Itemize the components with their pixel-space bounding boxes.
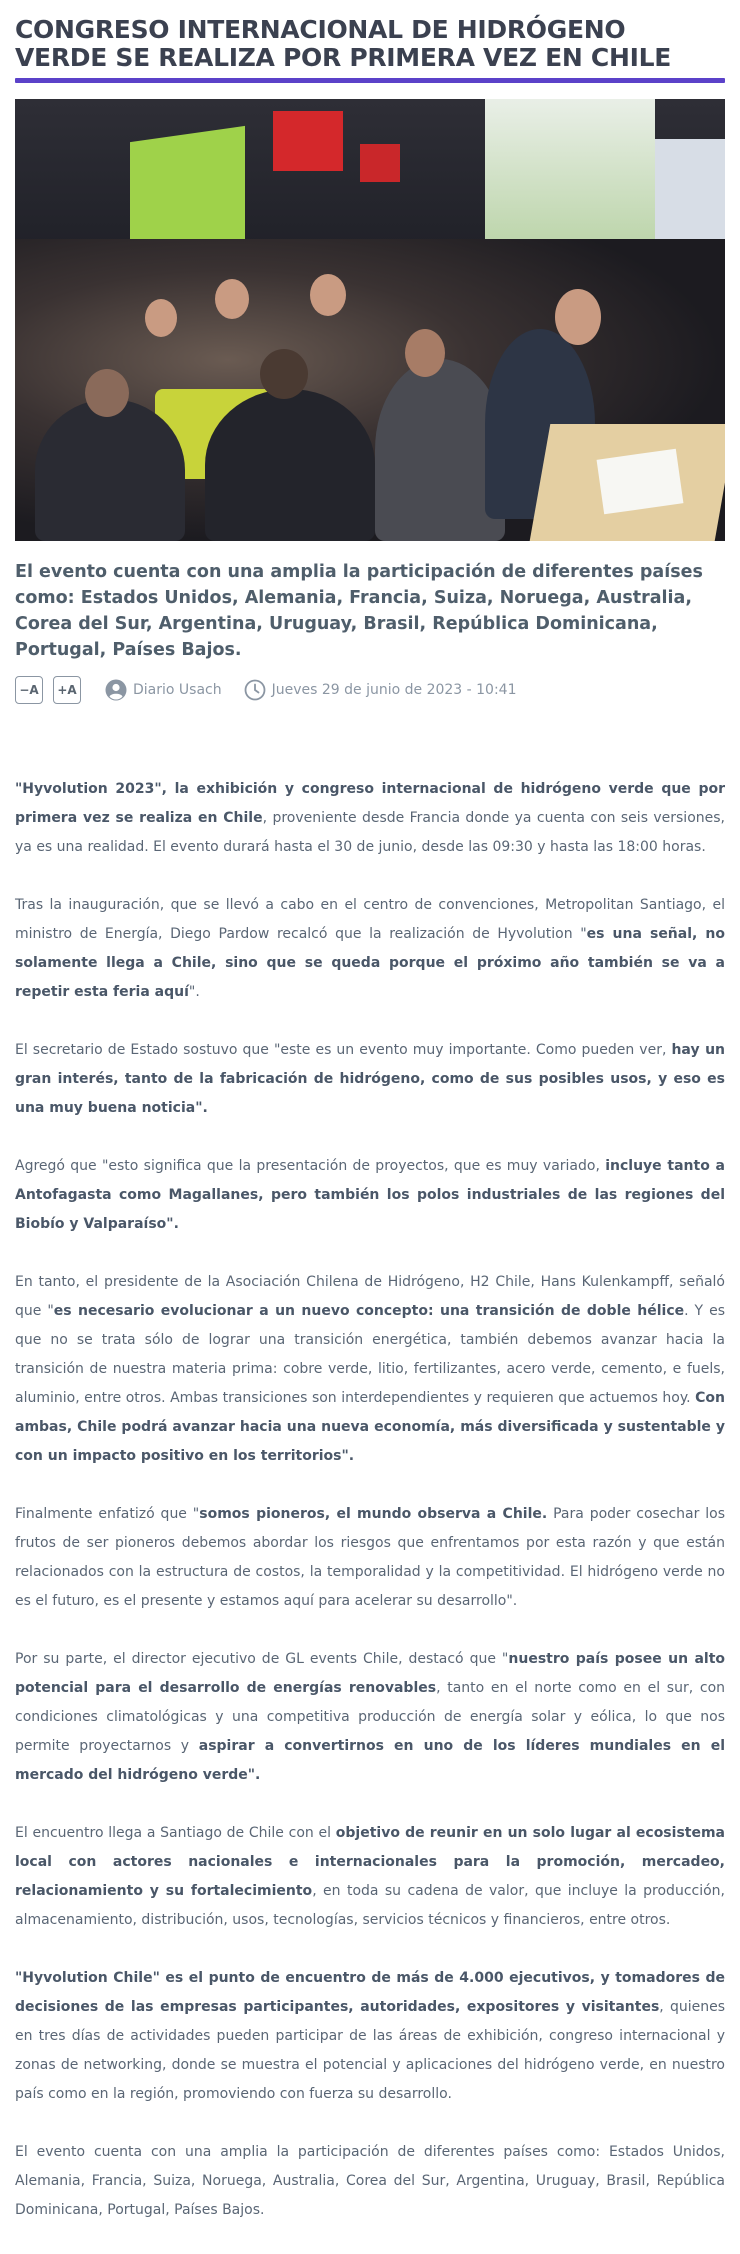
increase-font-button[interactable]: +A bbox=[53, 676, 81, 704]
paragraph-text: , en toda su cadena de valor, que incluye la producción, almacenamiento, distribución, usos, tecnologías, servicios técnicos y financieros, entre otros. bbox=[15, 1883, 725, 1928]
article-paragraph bbox=[15, 1500, 725, 1616]
article bbox=[15, 0, 725, 2225]
article-body bbox=[15, 775, 725, 2225]
publish-date bbox=[244, 679, 517, 701]
article-paragraph bbox=[15, 1036, 725, 1123]
title-underline bbox=[15, 78, 725, 83]
publish-date-text: Jueves 29 de junio de 2023 - 10:41 bbox=[271, 682, 517, 698]
article-paragraph bbox=[15, 1645, 725, 1790]
paragraph-text: , proveniente desde Francia donde ya cuenta con seis versiones, ya es una realidad. El evento durará hasta el 30 de junio, desde las 09:30 y hasta las 18:00 horas. bbox=[15, 810, 725, 855]
author-name[interactable]: Diario Usach bbox=[133, 682, 222, 698]
emphasis-text: hay un gran interés, tanto de la fabricación de hidrógeno, como de sus posibles usos, y eso es una muy buena noticia". bbox=[15, 1042, 725, 1116]
article-title: CONGRESO INTERNACIONAL DE HIDRÓGENO VERDE SE REALIZA POR PRIMERA VEZ EN CHILE bbox=[15, 15, 671, 72]
emphasis-text: objetivo de reunir en un solo lugar al ecosistema local con actores nacionales e internacionales para la promoción, mercadeo, relacionamiento y su fortalecimiento bbox=[15, 1825, 725, 1899]
article-meta bbox=[15, 675, 725, 705]
article-paragraph bbox=[15, 775, 725, 862]
emphasis-text: es necesario evolucionar a un nuevo concepto: una transición de doble hélice bbox=[53, 1303, 685, 1319]
emphasis-text: "Hyvolution 2023", la exhibición y congreso internacional de hidrógeno verde que por primera vez se realiza en Chile bbox=[15, 781, 725, 826]
paragraph-text: El evento cuenta con una amplia la participación de diferentes países como: Estados Unidos, Alemania, Francia, Suiza, Noruega, Australia, Corea del Sur, Argentina, Uruguay, Brasil, República Dominicana, Portugal, Países Bajos. bbox=[15, 2144, 725, 2218]
emphasis-text: es una señal, no solamente llega a Chile, sino que se queda porque el próximo año también se va a repetir esta feria aquí bbox=[15, 926, 725, 1000]
decrease-font-button[interactable]: −A bbox=[15, 676, 43, 704]
paragraph-text: Agregó que "esto significa que la presentación de proyectos, que es muy variado, bbox=[15, 1158, 606, 1174]
article-paragraph bbox=[15, 1268, 725, 1471]
article-paragraph bbox=[15, 2138, 725, 2225]
paragraph-text: Tras la inauguración, que se llevó a cabo en el centro de convenciones, Metropolitan Santiago, el ministro de Energía, Diego Pardow recalcó que la realización de Hyvolution " bbox=[15, 897, 725, 942]
paragraph-text: , tanto en el norte como en el sur, con condiciones climatológicas y una competitiva producción de energía solar y eólica, lo que nos permite proyectarnos y bbox=[15, 1680, 726, 1754]
article-paragraph bbox=[15, 891, 725, 1007]
paragraph-text: Finalmente enfatizó que " bbox=[15, 1506, 200, 1522]
paragraph-text: El secretario de Estado sostuvo que "este es un evento muy importante. Como pueden ver, bbox=[15, 1042, 672, 1058]
article-paragraph bbox=[15, 1964, 725, 2109]
user-circle-icon bbox=[105, 679, 127, 701]
paragraph-text: En tanto, el presidente de la Asociación Chilena de Hidrógeno, H2 Chile, Hans Kulenkampff, señaló que " bbox=[15, 1274, 725, 1319]
emphasis-text: "Hyvolution Chile" es el punto de encuentro de más de 4.000 ejecutivos, y tomadores de decisiones de las empresas participantes, autoridades, expositores y visitantes bbox=[15, 1970, 725, 2015]
article-hero-image bbox=[15, 99, 725, 541]
emphasis-text: aspirar a convertirnos en uno de los líderes mundiales en el mercado del hidrógeno verde". bbox=[15, 1738, 725, 1783]
paragraph-text: ". bbox=[188, 984, 200, 1000]
article-paragraph bbox=[15, 1819, 725, 1935]
emphasis-text: nuestro país posee un alto potencial para el desarrollo de energías renovables bbox=[15, 1651, 726, 1696]
paragraph-text: Por su parte, el director ejecutivo de GL events Chile, destacó que " bbox=[15, 1651, 509, 1667]
clock-icon bbox=[244, 679, 266, 701]
emphasis-text: somos pioneros, el mundo observa a Chile. bbox=[199, 1506, 548, 1522]
paragraph-text: , quienes en tres días de actividades pueden participar de las áreas de exhibición, congreso internacional y zonas de networking, donde se muestra el potencial y aplicaciones del hidrógeno verde, en nuestro país como en la región, promoviendo con fuerza su desarrollo. bbox=[15, 1999, 725, 2102]
article-subtitle: El evento cuenta con una amplia la participación de diferentes países como: Estados Unidos, Alemania, Francia, Suiza, Noruega, Australia, Corea del Sur, Argentina, Uruguay, Brasil, República Dominicana, Portugal, Países Bajos. bbox=[15, 562, 703, 660]
article-paragraph bbox=[15, 1152, 725, 1239]
paragraph-text: El encuentro llega a Santiago de Chile con el bbox=[15, 1825, 336, 1841]
paragraph-text: . Y es que no se trata sólo de lograr una transición energética, también debemos avanzar hacia la transición de nuestra materia prima: cobre verde, litio, fertilizantes, acero verde, cemento, e fuels, aluminio, entre otros. Ambas transiciones son interdependientes y requieren que actuemos hoy. bbox=[15, 1303, 725, 1406]
paragraph-text: Para poder cosechar los frutos de ser pioneros debemos abordar los riesgos que enfrentamos por esta razón y que están relacionados con la estructura de costos, la temporalidad y la competitividad. El hidrógeno verde no es el futuro, es el presente y estamos aquí para acelerar su desarrollo". bbox=[15, 1506, 726, 1609]
author bbox=[105, 679, 222, 701]
emphasis-text: Con ambas, Chile podrá avanzar hacia una nueva economía, más diversificada y sustentable y con un impacto positivo en los territorios". bbox=[15, 1390, 725, 1464]
emphasis-text: incluye tanto a Antofagasta como Magallanes, pero también los polos industriales de las regiones del Biobío y Valparaíso". bbox=[15, 1158, 725, 1232]
